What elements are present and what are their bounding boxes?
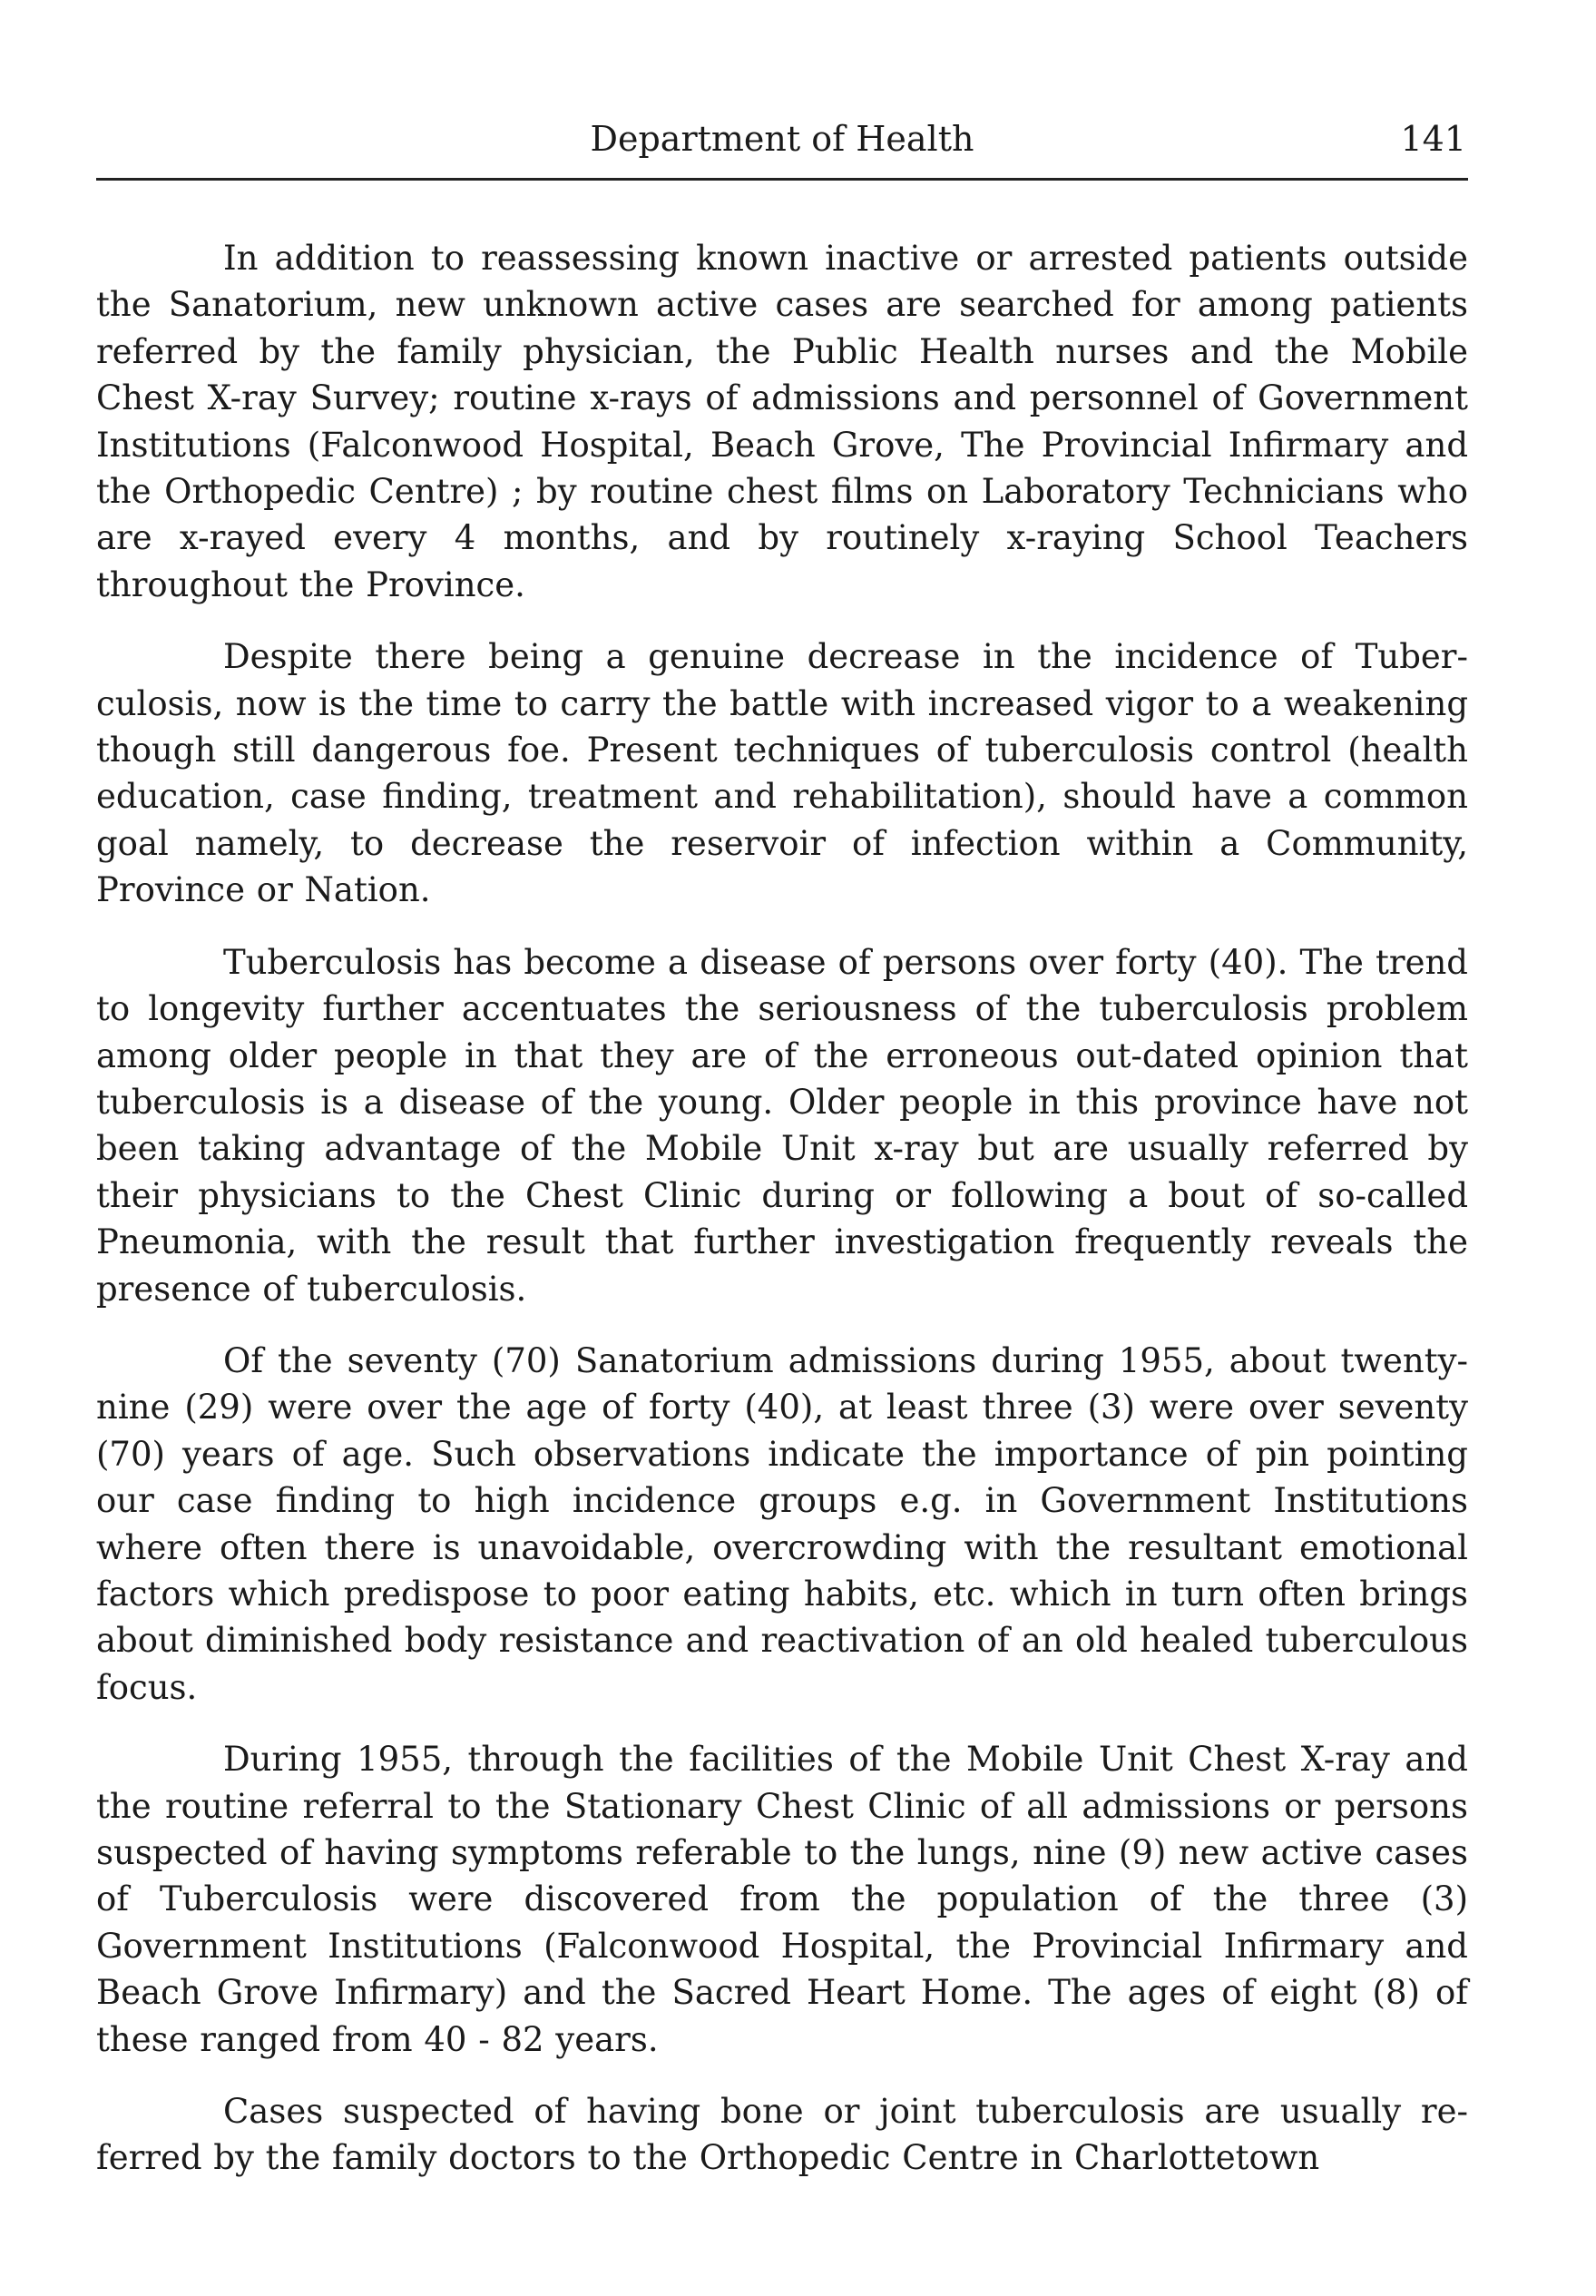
body-text xyxy=(96,235,1468,2182)
paragraph: Despite there being a genuine decrease in the incidence of Tuberculosis, now is the time to carry the battle with increased vigor to a weakening though still dangerous foe. Present techniques of tuberculosis control (health education, case finding, treatment and rehabilitation), should have a common goal namely, to decrease the reservoir of infection within a Community, Province or Nation. xyxy=(96,637,1468,910)
paragraph: Of the seventy (70) Sanatorium admissions during 1955, about twenty-nine (29) were over the age of forty (40), at least three (3) were over seventy (70) years of age. Such observations indicate the importance of pin pointing our case finding to high incidence groups e.g. in Government Institutions where often there is unavoidable, overcrowding with the resultant emotional factors which predispose to poor eating habits, etc. which in turn often brings about diminished body resistance and reactivation of an old healed tuberculous focus. xyxy=(96,1340,1468,1707)
header-title: Department of Health xyxy=(590,119,974,159)
document-page xyxy=(96,0,1468,2207)
paragraph: Cases suspected of having bone or joint tuberculosis are usually referred by the family doctors to the Orthopedic Centre in Charlottetown xyxy=(96,2092,1468,2178)
paragraph: During 1955, through the facilities of the Mobile Unit Chest X-ray and the routine referral to the Stationary Chest Clinic of all admissions or persons suspected of having symptoms referable to the lungs, nine (9) new active cases of Tuberculosis were discovered from the population of the three (3) Government Institutions (Falconwood Hospital, the Provincial Infirmary and Beach Grove Infirmary) and the Sacred Heart Home. The ages of eight (8) of these ranged from 40 - 82 years. xyxy=(96,1740,1468,2059)
paragraph: Tuberculosis has become a disease of persons over forty (40). The trend to longevity further accentuates the seriousness of the tuberculosis problem among older people in that they are of the erroneous out-dated opinion that tuberculosis is a disease of the young. Older people in this province have not been taking advantage of the Mobile Unit x-ray but are usually referred by their physicians to the Chest Clinic during or following a bout of so-called Pneumonia, with the result that further investigation frequently reveals the presence of tuberculosis. xyxy=(96,942,1468,1309)
running-header xyxy=(96,0,1468,181)
paragraph: In addition to reassessing known inactive or arrested patients outside the Sanatorium, new unknown active cases are searched for among patients referred by the family physician, the Public Health nurses and the Mobile Chest X-ray Survey; routine x-rays of admissions and personnel of Government Institutions (Falconwood Hospital, Beach Grove, The Provincial Infirmary and the Orthopedic Centre) ; by routine chest films on Laboratory Technicians who are x-rayed every 4 months, and by routinely x-raying School Teachers throughout the Province. xyxy=(96,239,1468,604)
page-number: 141 xyxy=(1400,119,1466,159)
